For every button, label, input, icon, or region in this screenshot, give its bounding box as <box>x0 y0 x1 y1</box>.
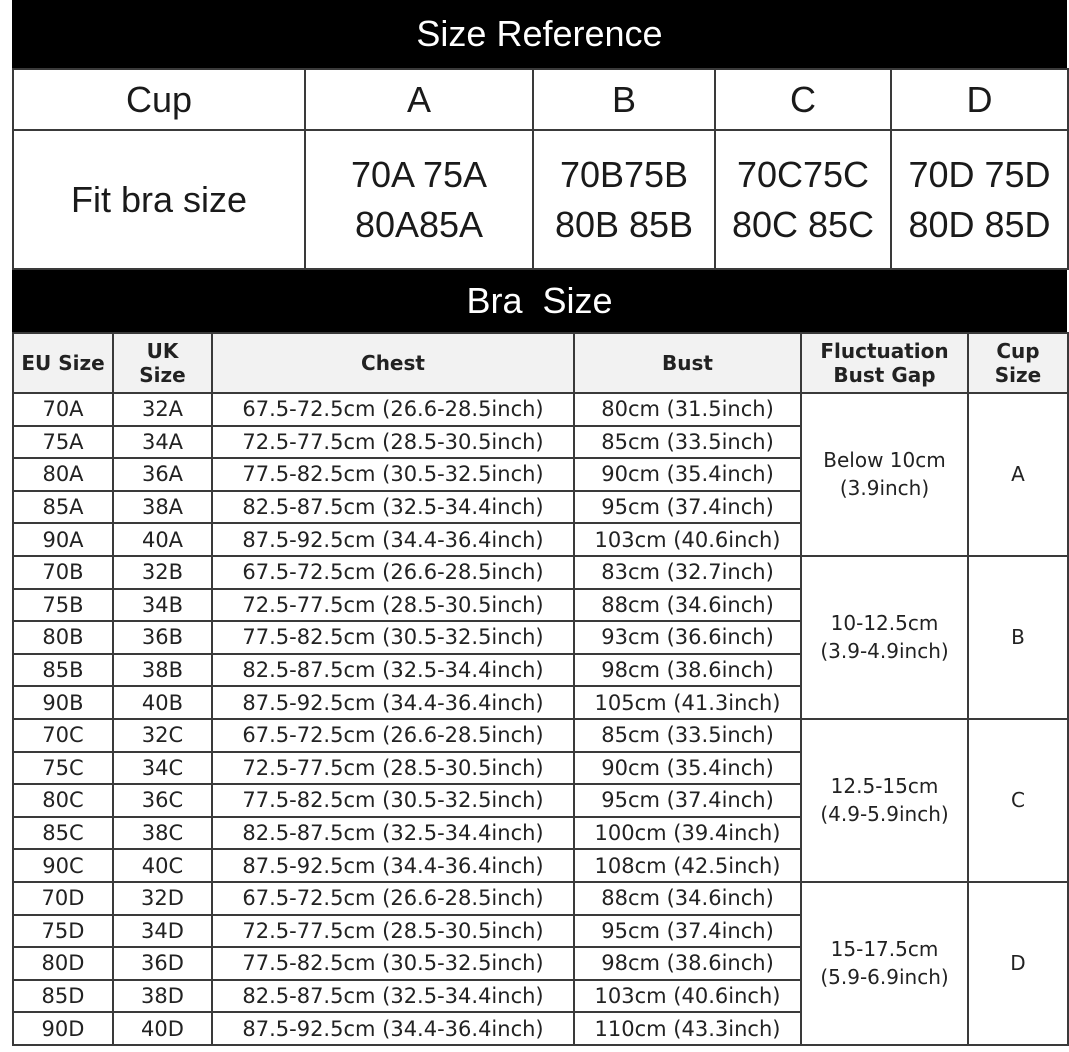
eu-size-cell: 80C <box>13 784 113 817</box>
bust-gap-cell <box>801 882 968 1045</box>
eu-size-cell: 85C <box>13 817 113 850</box>
bust-cell: 90cm (35.4inch) <box>574 458 801 491</box>
uk-size-cell: 36D <box>113 947 212 980</box>
eu-size-cell: 75C <box>13 752 113 785</box>
bust-cell: 103cm (40.6inch) <box>574 980 801 1013</box>
bra-size-table <box>12 332 1069 1046</box>
fit-size-c <box>715 130 891 269</box>
chest-cell: 72.5-77.5cm (28.5-30.5inch) <box>212 752 574 785</box>
bra-size-body <box>13 393 1068 1045</box>
bust-gap-line: 12.5-15cm <box>830 774 939 799</box>
bust-header: Bust <box>574 333 801 393</box>
chest-cell: 72.5-77.5cm (28.5-30.5inch) <box>212 589 574 622</box>
uk-size-cell: 40A <box>113 523 212 556</box>
eu-size-cell: 70C <box>13 719 113 752</box>
bust-cell: 83cm (32.7inch) <box>574 556 801 589</box>
chest-cell: 67.5-72.5cm (26.6-28.5inch) <box>212 719 574 752</box>
bust-cell: 88cm (34.6inch) <box>574 882 801 915</box>
chest-cell: 87.5-92.5cm (34.4-36.4inch) <box>212 523 574 556</box>
bust-gap-header: Fluctuation Bust Gap <box>801 333 968 393</box>
table-row <box>13 882 1068 915</box>
bust-cell: 98cm (38.6inch) <box>574 654 801 687</box>
bust-cell: 110cm (43.3inch) <box>574 1012 801 1045</box>
fit-size-line: 80D 85D <box>908 203 1051 245</box>
bust-gap-line: 15-17.5cm <box>830 937 939 962</box>
chest-cell: 67.5-72.5cm (26.6-28.5inch) <box>212 882 574 915</box>
size-reference-title: Size Reference <box>12 0 1067 68</box>
fit-size-line: 80B 85B <box>554 203 694 245</box>
eu-size-cell: 75D <box>13 915 113 948</box>
uk-size-cell: 36A <box>113 458 212 491</box>
bust-cell: 95cm (37.4inch) <box>574 784 801 817</box>
bust-cell: 85cm (33.5inch) <box>574 426 801 459</box>
bust-gap-line: 10-12.5cm <box>830 611 939 636</box>
eu-size-header: EU Size <box>13 333 113 393</box>
cup-c: C <box>715 69 891 130</box>
uk-size-cell: 38C <box>113 817 212 850</box>
chest-header: Chest <box>212 333 574 393</box>
bust-cell: 95cm (37.4inch) <box>574 491 801 524</box>
fit-size-line: 70D 75D <box>908 153 1051 195</box>
bust-gap-line: (3.9-4.9inch) <box>820 639 949 664</box>
chest-cell: 82.5-87.5cm (32.5-34.4inch) <box>212 654 574 687</box>
bust-cell: 105cm (41.3inch) <box>574 686 801 719</box>
fit-row <box>13 130 1068 269</box>
uk-size-cell: 34D <box>113 915 212 948</box>
uk-size-cell: 34B <box>113 589 212 622</box>
chest-cell: 87.5-92.5cm (34.4-36.4inch) <box>212 849 574 882</box>
uk-size-cell: 40D <box>113 1012 212 1045</box>
eu-size-cell: 90B <box>13 686 113 719</box>
bust-gap-cell <box>801 393 968 556</box>
eu-size-cell: 70D <box>13 882 113 915</box>
uk-size-cell: 36C <box>113 784 212 817</box>
table-row <box>13 556 1068 589</box>
cup-size-cell: C <box>968 719 1068 882</box>
chest-cell: 77.5-82.5cm (30.5-32.5inch) <box>212 458 574 491</box>
eu-size-cell: 85B <box>13 654 113 687</box>
bust-gap-line: (4.9-5.9inch) <box>820 802 949 827</box>
fit-size-line: 70C75C <box>736 153 870 195</box>
uk-size-cell: 32D <box>113 882 212 915</box>
chest-cell: 72.5-77.5cm (28.5-30.5inch) <box>212 915 574 948</box>
eu-size-cell: 85A <box>13 491 113 524</box>
cup-row <box>13 69 1068 130</box>
cup-size-header: Cup Size <box>968 333 1068 393</box>
bust-gap-line: (3.9inch) <box>839 476 930 501</box>
fit-size-line: 80A85A <box>354 203 484 245</box>
chest-cell: 77.5-82.5cm (30.5-32.5inch) <box>212 947 574 980</box>
bust-gap-cell <box>801 556 968 719</box>
uk-size-cell: 38D <box>113 980 212 1013</box>
bust-cell: 98cm (38.6inch) <box>574 947 801 980</box>
cup-size-cell: A <box>968 393 1068 556</box>
eu-size-cell: 80B <box>13 621 113 654</box>
table-row <box>13 719 1068 752</box>
bust-cell: 85cm (33.5inch) <box>574 719 801 752</box>
chest-cell: 72.5-77.5cm (28.5-30.5inch) <box>212 426 574 459</box>
bust-cell: 100cm (39.4inch) <box>574 817 801 850</box>
table-row <box>13 393 1068 426</box>
cup-size-cell: B <box>968 556 1068 719</box>
bra-size-header-row <box>13 333 1068 393</box>
fit-size-d <box>891 130 1068 269</box>
eu-size-cell: 75B <box>13 589 113 622</box>
uk-size-cell: 34A <box>113 426 212 459</box>
bust-gap-cell <box>801 719 968 882</box>
chest-cell: 67.5-72.5cm (26.6-28.5inch) <box>212 556 574 589</box>
fit-size-line: 80C 85C <box>731 203 875 245</box>
chest-cell: 77.5-82.5cm (30.5-32.5inch) <box>212 784 574 817</box>
bust-cell: 108cm (42.5inch) <box>574 849 801 882</box>
eu-size-cell: 80A <box>13 458 113 491</box>
eu-size-cell: 75A <box>13 426 113 459</box>
uk-size-header: UK Size <box>113 333 212 393</box>
chest-cell: 87.5-92.5cm (34.4-36.4inch) <box>212 686 574 719</box>
eu-size-cell: 80D <box>13 947 113 980</box>
bust-gap-line: Below 10cm <box>823 448 946 473</box>
fit-size-b <box>533 130 715 269</box>
chest-cell: 77.5-82.5cm (30.5-32.5inch) <box>212 621 574 654</box>
bust-cell: 103cm (40.6inch) <box>574 523 801 556</box>
cup-d: D <box>891 69 1068 130</box>
bust-gap-line: (5.9-6.9inch) <box>820 965 949 990</box>
size-chart <box>12 0 1067 1046</box>
bust-cell: 90cm (35.4inch) <box>574 752 801 785</box>
fit-label: Fit bra size <box>13 130 305 269</box>
cup-a: A <box>305 69 533 130</box>
eu-size-cell: 90C <box>13 849 113 882</box>
size-reference-table <box>12 68 1069 270</box>
eu-size-cell: 90A <box>13 523 113 556</box>
chest-cell: 87.5-92.5cm (34.4-36.4inch) <box>212 1012 574 1045</box>
cup-b: B <box>533 69 715 130</box>
eu-size-cell: 70A <box>13 393 113 426</box>
bust-cell: 80cm (31.5inch) <box>574 393 801 426</box>
uk-size-cell: 40C <box>113 849 212 882</box>
uk-size-cell: 32C <box>113 719 212 752</box>
eu-size-cell: 90D <box>13 1012 113 1045</box>
chest-cell: 82.5-87.5cm (32.5-34.4inch) <box>212 491 574 524</box>
bust-cell: 88cm (34.6inch) <box>574 589 801 622</box>
cup-size-cell: D <box>968 882 1068 1045</box>
bra-size-title: Bra Size <box>12 270 1067 332</box>
fit-size-a <box>305 130 533 269</box>
uk-size-cell: 34C <box>113 752 212 785</box>
uk-size-cell: 38B <box>113 654 212 687</box>
cup-label: Cup <box>13 69 305 130</box>
chest-cell: 67.5-72.5cm (26.6-28.5inch) <box>212 393 574 426</box>
uk-size-cell: 40B <box>113 686 212 719</box>
fit-size-line: 70B75B <box>559 153 689 195</box>
uk-size-cell: 32B <box>113 556 212 589</box>
bust-cell: 93cm (36.6inch) <box>574 621 801 654</box>
uk-size-cell: 38A <box>113 491 212 524</box>
eu-size-cell: 70B <box>13 556 113 589</box>
chest-cell: 82.5-87.5cm (32.5-34.4inch) <box>212 817 574 850</box>
uk-size-cell: 32A <box>113 393 212 426</box>
eu-size-cell: 85D <box>13 980 113 1013</box>
fit-size-line: 70A 75A <box>350 153 488 195</box>
chest-cell: 82.5-87.5cm (32.5-34.4inch) <box>212 980 574 1013</box>
bust-cell: 95cm (37.4inch) <box>574 915 801 948</box>
uk-size-cell: 36B <box>113 621 212 654</box>
